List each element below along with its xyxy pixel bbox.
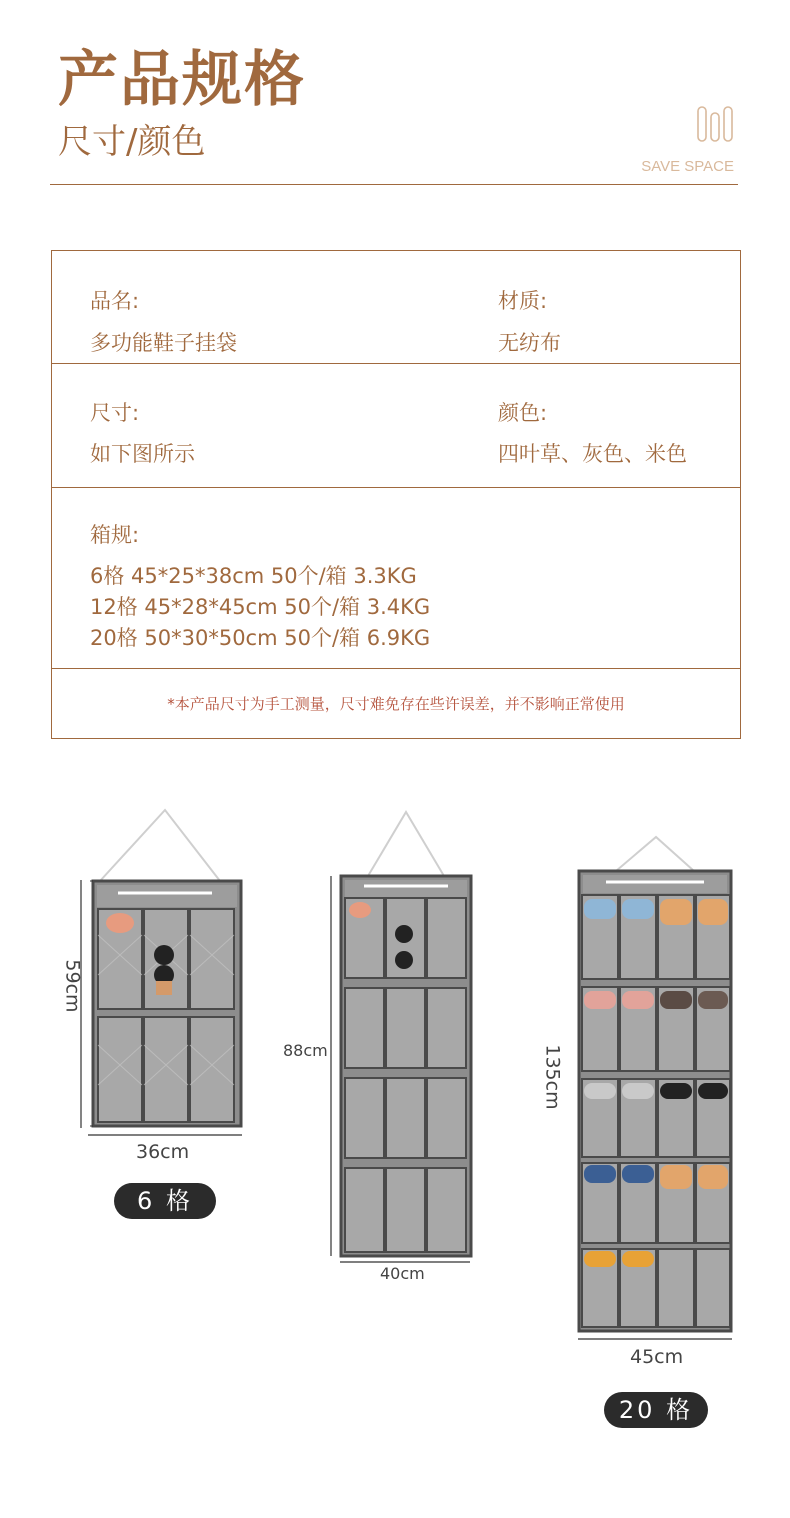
color-value: 四叶草、灰色、米色 (498, 442, 687, 466)
color-label: 颜色: (498, 401, 548, 425)
page-title: 产品规格 (58, 45, 306, 115)
product-6-pocket-image (90, 805, 245, 1135)
height-dimension-line (328, 876, 334, 1256)
height-label: 59cm (61, 959, 84, 1013)
measurement-note: *本产品尺寸为手工测量，尺寸难免存在些许误差，并不影响正常使用 (167, 695, 625, 713)
width-label: 36cm (136, 1141, 190, 1163)
size-badge: 20 格 (604, 1392, 708, 1428)
height-label: 135cm (541, 1044, 564, 1110)
row-divider (52, 668, 740, 669)
box-spec-line: 20格 50*30*50cm 50个/箱 6.9KG (90, 626, 431, 650)
row-divider (52, 487, 740, 488)
width-label: 45cm (630, 1346, 684, 1368)
brand-text: SAVE SPACE (641, 158, 734, 175)
size-label: 尺寸: (90, 401, 140, 425)
width-dimension-line (578, 1336, 732, 1342)
material-label: 材质: (498, 289, 548, 313)
size-badge: 6 格 (114, 1183, 216, 1219)
row-divider (52, 363, 740, 364)
box-spec-line: 6格 45*25*38cm 50个/箱 3.3KG (90, 564, 417, 588)
height-label: 88cm (283, 1041, 328, 1060)
header-divider (50, 184, 738, 185)
product-12-pocket-image (338, 810, 474, 1260)
product-20-pocket-image (576, 835, 734, 1335)
page-subtitle: 尺寸/颜色 (58, 122, 206, 162)
name-value: 多功能鞋子挂袋 (90, 331, 237, 355)
box-spec-line: 12格 45*28*45cm 50个/箱 3.4KG (90, 595, 431, 619)
material-value: 无纺布 (498, 331, 561, 355)
spec-table (51, 250, 741, 739)
width-dimension-line (88, 1132, 242, 1138)
width-label: 40cm (380, 1264, 425, 1283)
name-label: 品名: (90, 289, 140, 313)
brand-logo-icon (696, 104, 734, 144)
box-spec-label: 箱规: (90, 523, 140, 547)
size-value: 如下图所示 (90, 442, 195, 466)
